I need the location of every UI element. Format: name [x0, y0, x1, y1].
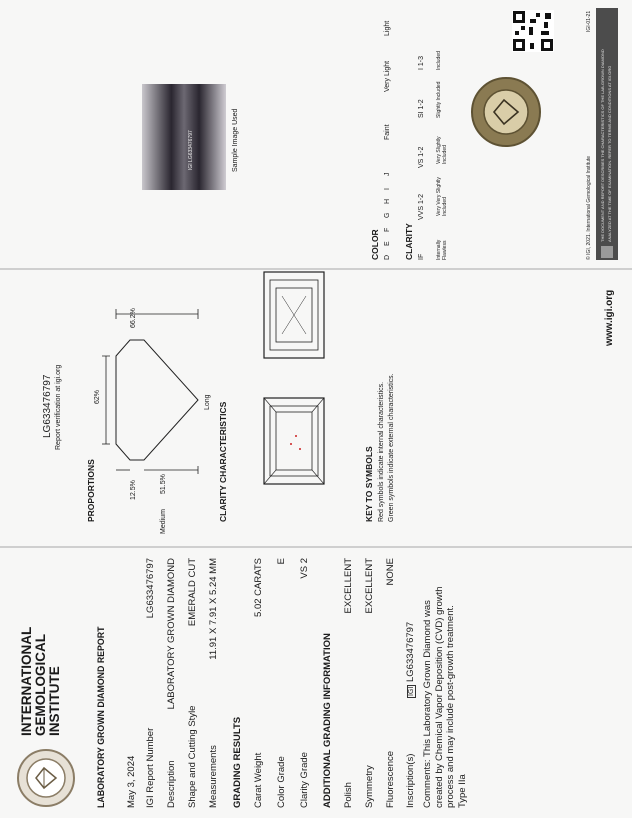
color-word: Very Light	[384, 60, 391, 92]
gold-seal-icon	[470, 76, 542, 148]
field-label: IGI Report Number	[145, 727, 156, 808]
color-word: Light	[384, 20, 391, 36]
report-title: LABORATORY GROWN DIAMOND REPORT	[96, 626, 106, 808]
report-date: May 3, 2024	[126, 755, 137, 808]
clarity-grade: SI 1-2	[418, 99, 425, 118]
clarity-word: Included	[436, 51, 442, 70]
sample-caption: Sample Image Used	[232, 108, 239, 172]
color-letter: G	[384, 212, 391, 218]
grade-label: Color Grade	[276, 756, 287, 808]
color-letter: D	[384, 254, 391, 260]
comment-line: Type IIa	[456, 774, 468, 808]
copyright: © IGI, 2021. International Gemological Institute	[586, 155, 592, 260]
color-letter: J	[384, 172, 391, 176]
inscription-number: LG633476797	[405, 621, 416, 683]
grade-value: E	[276, 558, 287, 565]
field-label: Measurements	[208, 745, 219, 808]
pct-table: 62%	[94, 389, 101, 404]
comment-line: process and may include post-growth treatment.	[445, 605, 456, 808]
key-to-symbols-heading: KEY TO SYMBOLS	[364, 446, 374, 522]
disclaimer-bar	[596, 8, 618, 260]
clarity-grade: IF	[418, 253, 425, 260]
inscription-prefix: IGI	[408, 686, 415, 696]
inscription-label: Inscription(s)	[405, 753, 416, 808]
disclaimer-line: ANALYZED AT THE TIME OF EXAMINATION. REFER TO TERMS AND CONDITIONS AT IGI.ORG	[607, 65, 612, 242]
additional-value: NONE	[385, 558, 396, 586]
institute-line3: INSTITUTE	[47, 666, 62, 736]
color-letter: I	[384, 188, 391, 190]
clarity-word: Very Very Slightly Included	[436, 177, 448, 216]
sample-inscription: IGI LG633476797	[188, 130, 194, 170]
color-letter: H	[384, 198, 391, 204]
inscription-value	[405, 622, 416, 698]
label-long: Long	[204, 394, 211, 410]
institute-name	[20, 627, 62, 736]
additional-heading: ADDITIONAL GRADING INFORMATION	[322, 633, 333, 808]
disclaimer-line: THE DOCUMENT AND REPORT DESCRIBES THE CHARACTERISTICS OF THE LAB-GROWN DIAMOND	[600, 49, 605, 242]
igi-mini-logo-icon	[601, 246, 613, 258]
proportions-heading: PROPORTIONS	[86, 459, 96, 522]
report-panel	[0, 548, 632, 818]
pavilion-view-plot	[264, 272, 324, 358]
grade-value: VS 2	[299, 558, 310, 579]
additional-label: Fluorescence	[385, 750, 396, 808]
comment-line: created by Chemical Vapor Deposition (CVD) growth	[433, 586, 445, 808]
website: www.igi.org	[604, 289, 615, 346]
label-medium: Medium	[160, 509, 167, 534]
proportions-diagram	[0, 270, 632, 546]
color-word: Faint	[384, 124, 391, 140]
institute-line1: INTERNATIONAL	[19, 626, 34, 736]
color-letter: F	[384, 227, 391, 232]
color-letter: E	[384, 241, 391, 246]
color-heading: COLOR	[370, 229, 380, 260]
clarity-grade: VVS 1-2	[418, 193, 425, 220]
field-label: Description	[166, 760, 177, 808]
additional-value: EXCELLENT	[343, 558, 354, 614]
institute-line2: GEMOLOGICAL	[33, 634, 48, 736]
grade-value: 5.02 CARATS	[253, 558, 264, 617]
pct-crown: 12.5%	[130, 480, 137, 500]
igi-seal-icon	[16, 748, 76, 808]
field-value: EMERALD CUT	[187, 558, 198, 627]
sample-diamond-photo	[142, 84, 226, 190]
additional-label: Symmetry	[364, 765, 375, 808]
doc-code: IGI-01-21	[586, 10, 592, 32]
fold-line	[0, 268, 632, 270]
pct-pavilion: 51.5%	[160, 474, 167, 494]
clarity-grade: VS 1-2	[418, 146, 425, 168]
comment-line: Comments: This Laboratory Grown Diamond was	[422, 600, 433, 808]
report-number-heading: LG633476797	[42, 374, 53, 438]
clarity-characteristics-heading: CLARITY CHARACTERISTICS	[218, 401, 228, 522]
qr-code-icon	[512, 10, 554, 52]
clarity-heading: CLARITY	[404, 223, 414, 260]
crown-view-plot	[264, 398, 324, 484]
clarity-word: Internally Flawless	[436, 239, 448, 260]
clarity-grade: I 1-3	[418, 55, 425, 70]
clarity-word: Slightly Included	[436, 81, 442, 118]
field-value: 11.91 X 7.91 X 5.24 MM	[208, 558, 219, 660]
grade-label: Carat Weight	[253, 752, 264, 808]
key-green-text: Green symbols indicate external characteristics.	[388, 373, 395, 522]
comments	[422, 586, 468, 808]
additional-label: Polish	[343, 782, 354, 808]
verification-text: Report verification at igi.org	[55, 364, 62, 450]
grade-label: Clarity Grade	[299, 752, 310, 808]
field-value: LG633476797	[145, 558, 156, 619]
pct-depth: 66.2%	[130, 308, 137, 328]
fold-line	[0, 546, 632, 548]
additional-value: EXCELLENT	[364, 558, 375, 614]
scales-panel	[0, 0, 632, 268]
field-label: Shape and Cutting Style	[187, 705, 198, 808]
key-red-text: Red symbols indicate internal characteristics.	[378, 381, 385, 522]
proportions-panel	[0, 270, 632, 546]
grading-results-heading: GRADING RESULTS	[232, 716, 243, 808]
clarity-word: Very Slightly Included	[436, 136, 448, 164]
field-value: LABORATORY GROWN DIAMOND	[166, 558, 177, 710]
